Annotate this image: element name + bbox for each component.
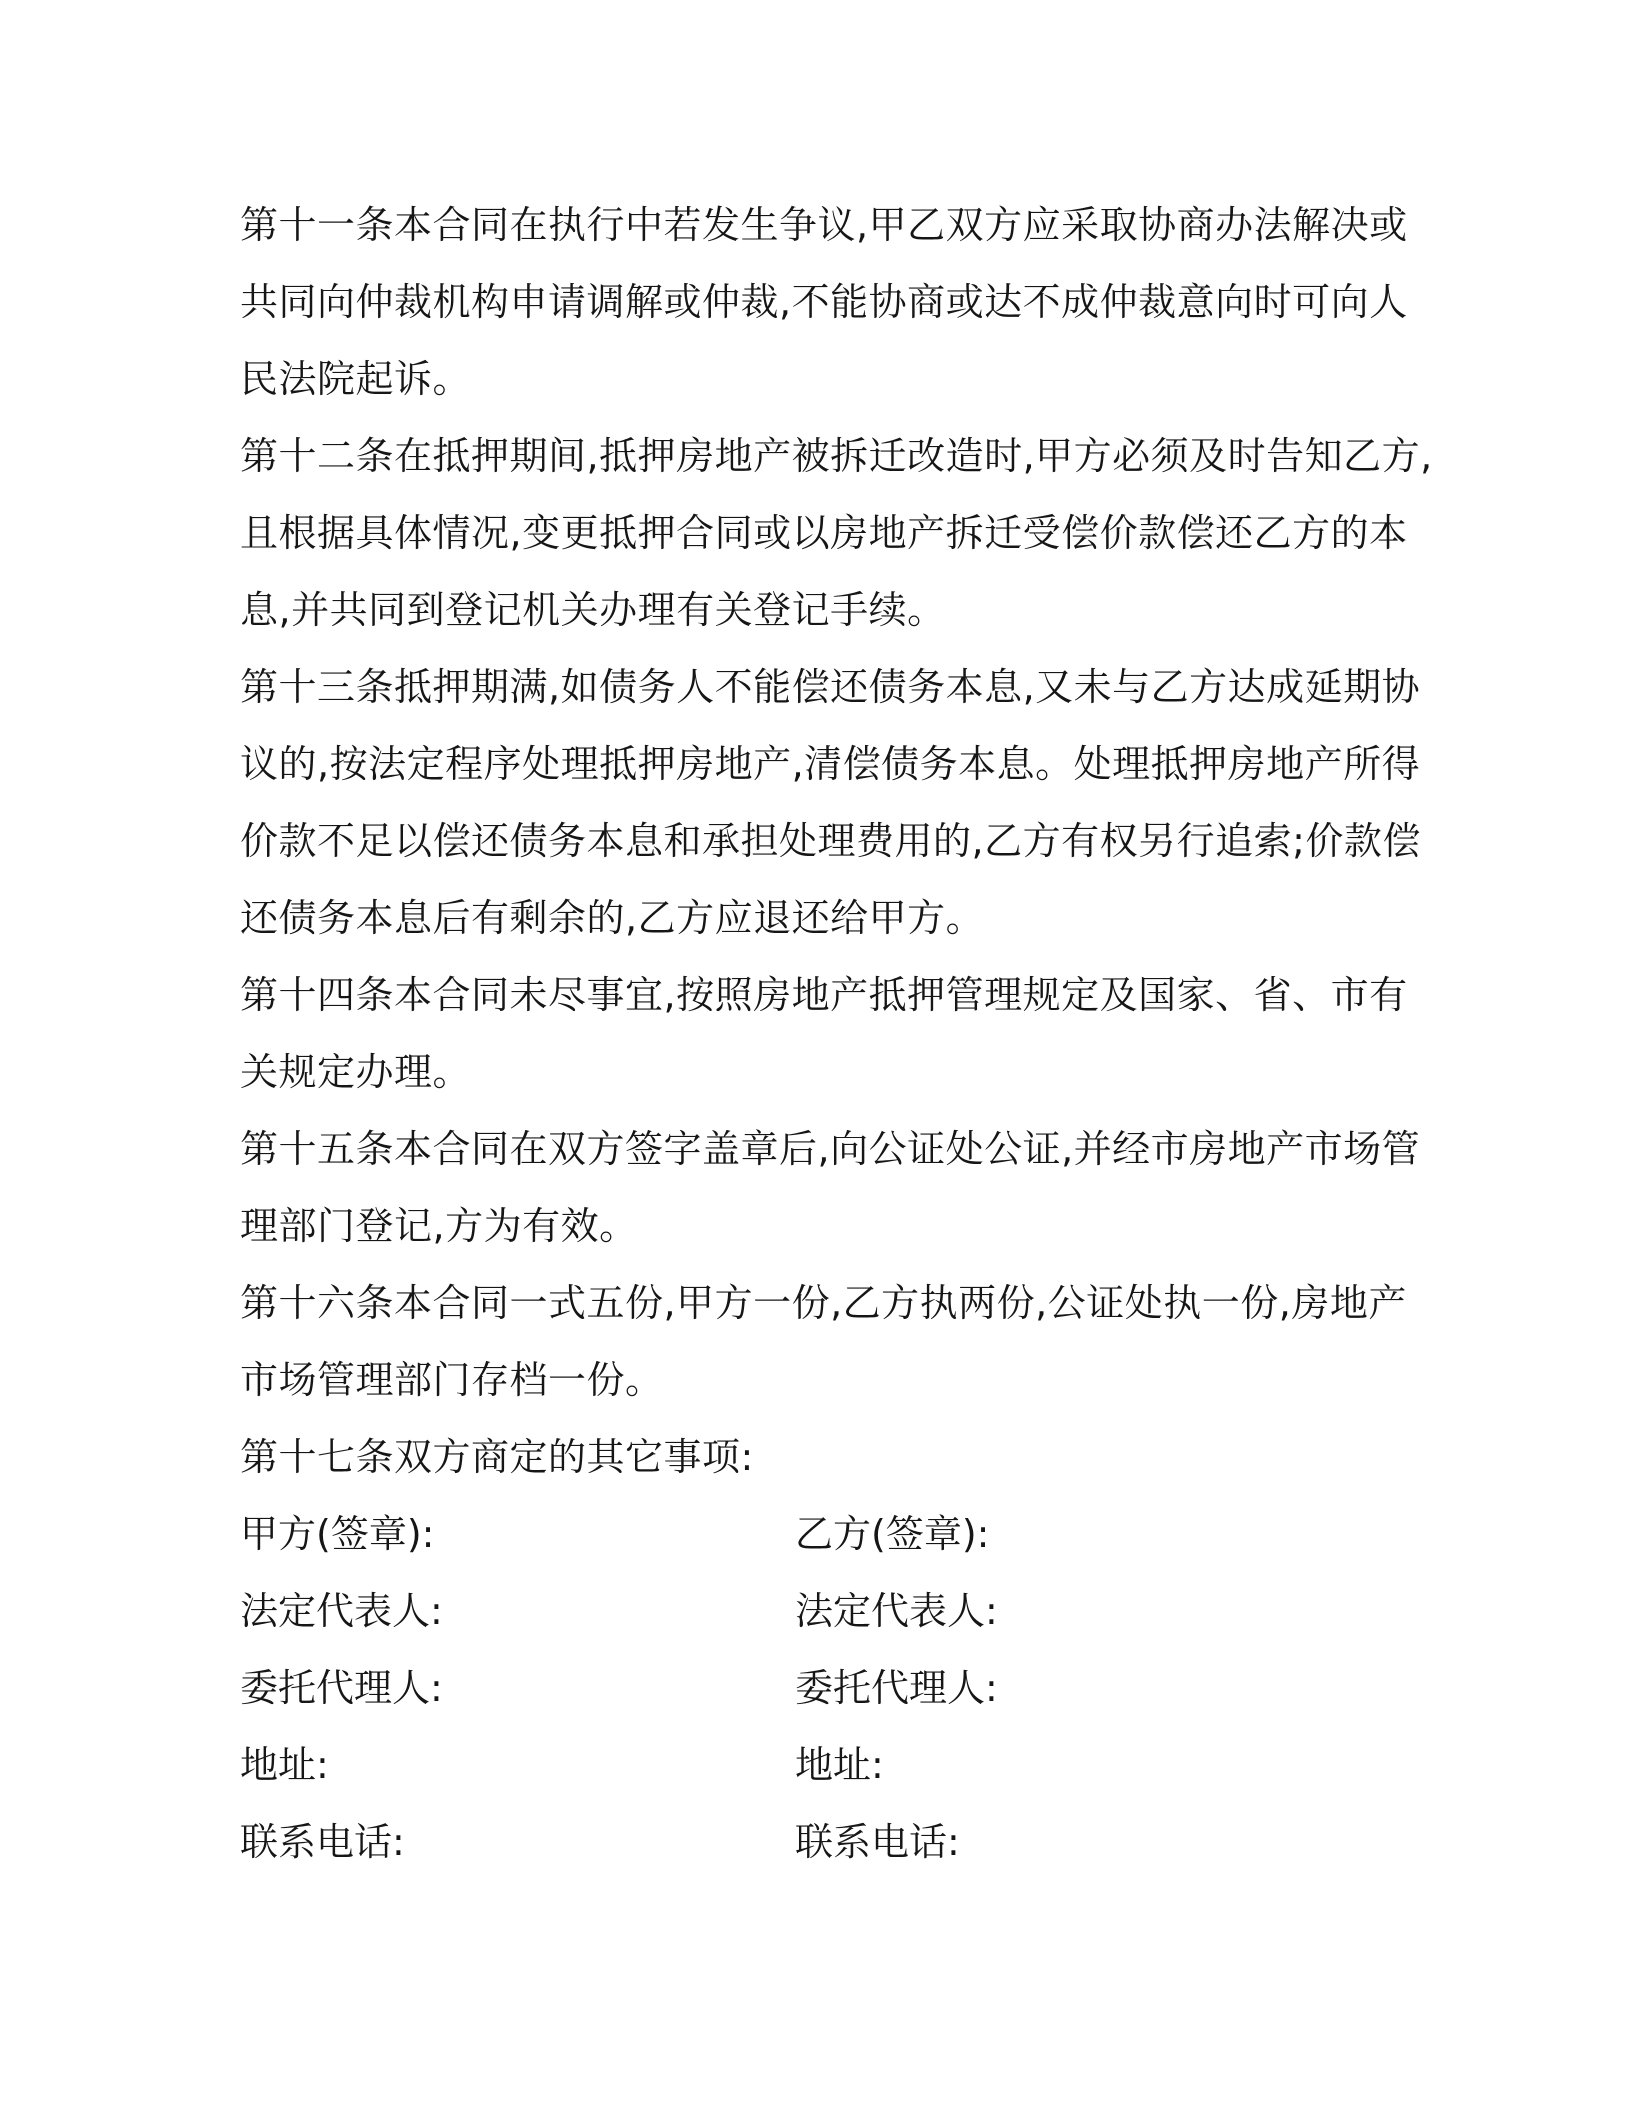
party-b-agent-label: 委托代理人:: [795, 1666, 998, 1710]
party-a-phone-label: 联系电话:: [240, 1820, 405, 1864]
signature-row: [240, 1650, 1400, 1727]
text-line: 理部门登记,方为有效。: [240, 1204, 638, 1248]
text-line: 市场管理部门存档一份。: [240, 1358, 664, 1402]
text-line: 第十三条抵押期满,如债务人不能偿还债务本息,又未与乙方达成延期协: [240, 665, 1421, 709]
text-line: 第十六条本合同一式五份,甲方一份,乙方执两份,公证处执一份,房地产: [240, 1281, 1407, 1325]
signature-row: [240, 1573, 1400, 1650]
party-b-seal-label: 乙方(签章):: [795, 1512, 990, 1556]
text-line: 且根据具体情况,变更抵押合同或以房地产拆迁受偿价款偿还乙方的本: [240, 511, 1408, 555]
signature-row: [240, 1804, 1400, 1881]
text-line: 第十七条双方商定的其它事项:: [240, 1435, 754, 1479]
signature-row: [240, 1496, 1400, 1573]
text-line: 第十四条本合同未尽事宜,按照房地产抵押管理规定及国家、省、市有: [240, 973, 1408, 1017]
text-line: 议的,按法定程序处理抵押房地产,清偿债务本息。处理抵押房地产所得: [240, 742, 1421, 786]
text-line: 第十一条本合同在执行中若发生争议,甲乙双方应采取协商办法解决或: [240, 203, 1408, 247]
text-line: 共同向仲裁机构申请调解或仲裁,不能协商或达不成仲裁意向时可向人: [240, 280, 1408, 324]
text-line: 还债务本息后有剩余的,乙方应退还给甲方。: [240, 896, 985, 940]
text-line: 息,并共同到登记机关办理有关登记手续。: [240, 588, 946, 632]
party-b-legal-rep-label: 法定代表人:: [795, 1589, 998, 1633]
text-line: 民法院起诉。: [240, 357, 472, 401]
document-body: [240, 187, 1433, 1881]
party-a-seal-label: 甲方(签章):: [240, 1512, 435, 1556]
text-line: 关规定办理。: [240, 1050, 472, 1094]
text-line: 第十二条在抵押期间,抵押房地产被拆迁改造时,甲方必须及时告知乙方,: [240, 434, 1433, 478]
party-a-address-label: 地址:: [240, 1743, 329, 1787]
text-line: 价款不足以偿还债务本息和承担处理费用的,乙方有权另行追索;价款偿: [240, 819, 1421, 863]
party-b-address-label: 地址:: [795, 1743, 884, 1787]
party-b-phone-label: 联系电话:: [795, 1820, 960, 1864]
signature-row: [240, 1727, 1400, 1804]
text-line: 第十五条本合同在双方签字盖章后,向公证处公证,并经市房地产市场管: [240, 1127, 1421, 1171]
party-a-legal-rep-label: 法定代表人:: [240, 1589, 443, 1633]
party-a-agent-label: 委托代理人:: [240, 1666, 443, 1710]
